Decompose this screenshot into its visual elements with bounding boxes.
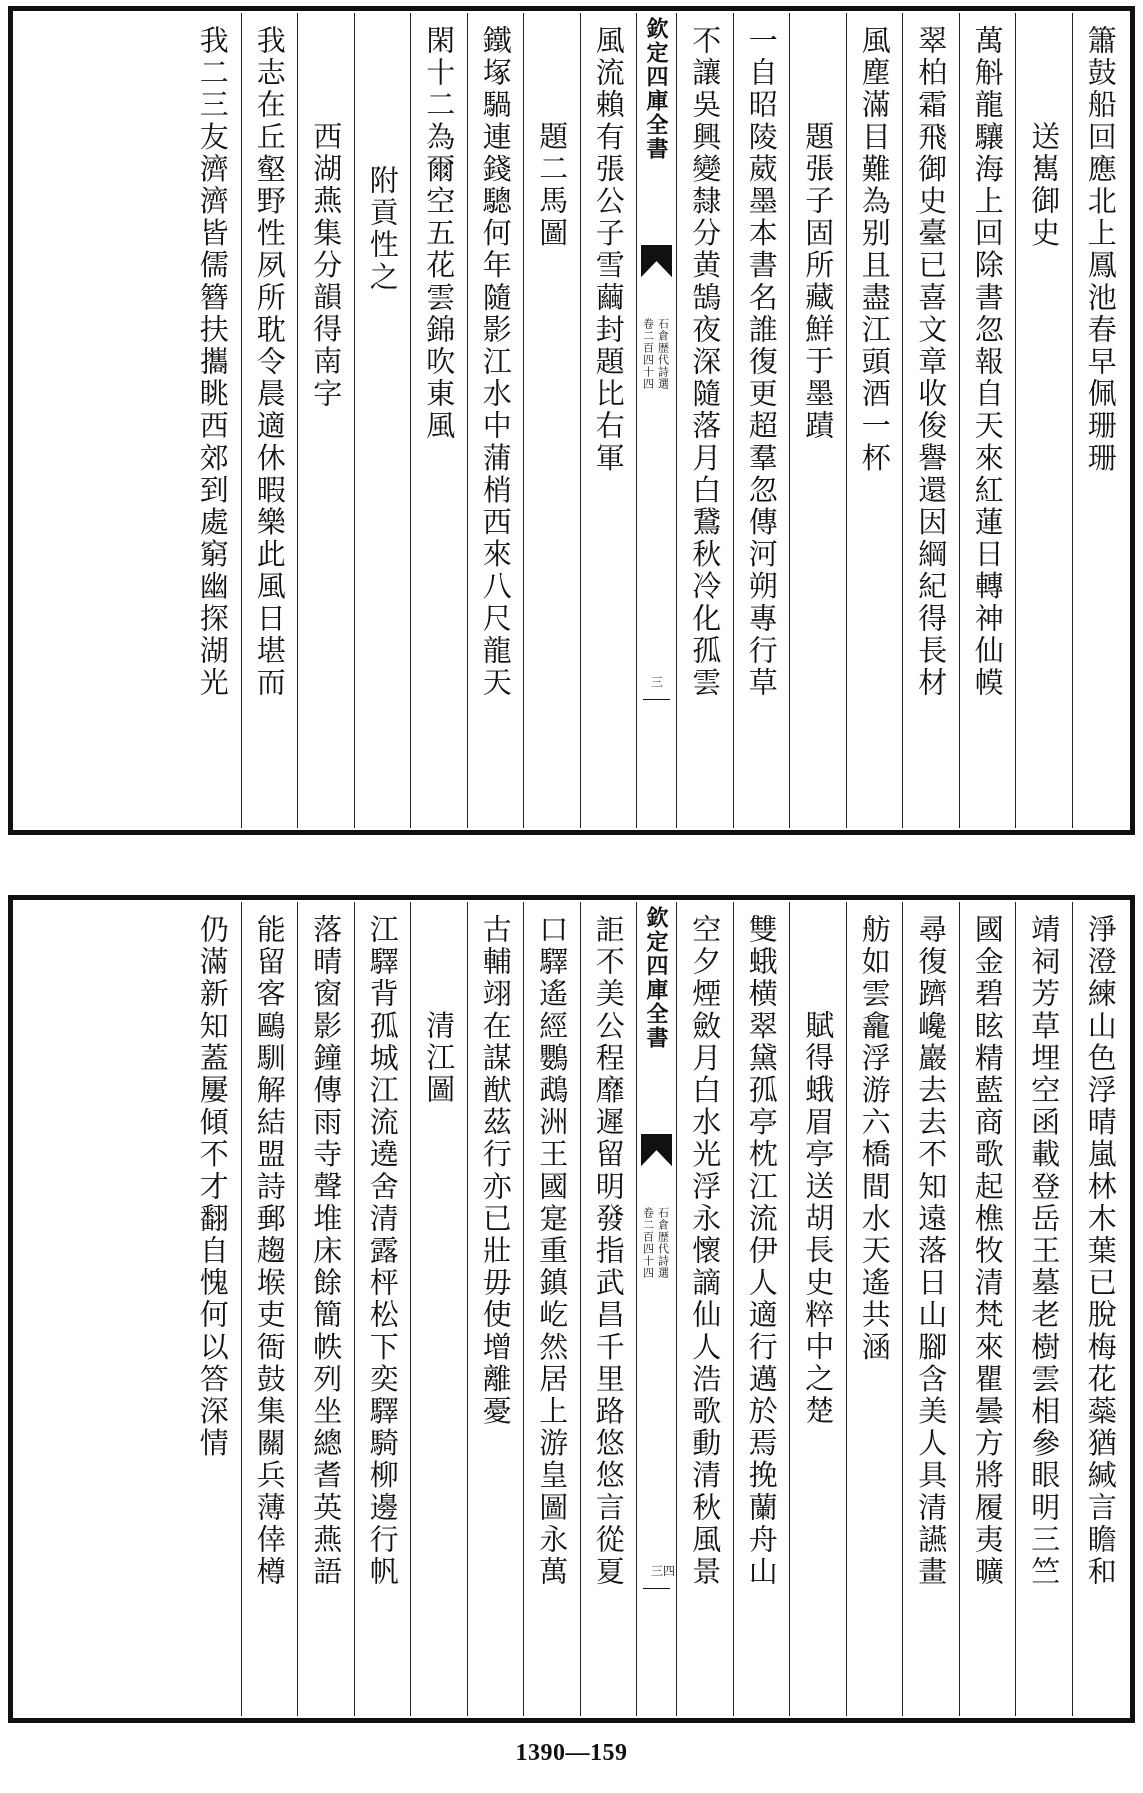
gutter-rule [643,699,670,700]
verse-column [959,902,1016,1716]
verse-line: 靖祠芳草埋空函載登岳王墓老樹雲相參眼明三竺 [1027,914,1062,1589]
verse-line: 江驛背孤城江流遶舍清露枰松下奕驛騎柳邊行帆 [365,914,400,1589]
poem-title: 賦得蛾眉亭送胡長史粹中之楚 [801,1010,836,1428]
gutter-source: 石倉歴代詩選 [656,1207,670,1279]
gutter-leaf-number: 三 [651,675,664,689]
verse-column [1072,902,1129,1716]
verse-line: 尋復躋巉巖去去不知遠落日山腳含美人具清讌畫 [914,914,949,1589]
poem-title: 送嶲御史 [1027,121,1062,250]
verse-column [676,902,733,1716]
author-heading-column [354,13,411,828]
verse-line: 能留客鷗馴解結盟詩郵趨堠吏衙鼓集關兵薄倖樽 [252,914,287,1589]
verse-line: 萬斛龍驤海上回除書忽報自天來紅蓮日轉神仙幙 [970,25,1005,700]
verse-line: 一自昭陵葳墨本書名誰復更超羣忽傳河朔專行草 [744,25,779,700]
top-page-columns [15,13,1128,828]
poem-title: 西湖燕集分韻得南字 [309,121,344,410]
verse-column [676,13,733,828]
verse-line: 風流賴有張公子雪繭封題比右軍 [591,25,626,475]
verse-line: 雙蛾横翠黛孤亭枕江流伊人適行邁於焉挽蘭舟山 [744,914,779,1589]
poem-title-column [789,13,846,828]
verse-column [902,902,959,1716]
verse-line: 仍滿新知蓋屢傾不才翻自愧何以答深情 [195,914,230,1460]
verse-column [846,902,903,1716]
gutter-rule [643,1588,670,1589]
verse-column [467,13,524,828]
fish-tail-mark [641,1134,672,1180]
top-page [8,6,1135,835]
verse-line: 我二三友濟濟皆儒簪扶攜眺西郊到處窮幽探湖光 [195,25,230,700]
poem-title-column [410,902,467,1716]
gutter-book-title: 欽定四庫全書 [643,17,669,161]
verse-column [580,902,637,1716]
verse-line: 落晴窗影鐘傳雨寺聲堆床餘簡帙列坐總耆英燕語 [309,914,344,1589]
verse-column [241,13,298,828]
verse-column [184,902,241,1716]
verse-line: 詎不美公程靡遲留明發指武昌千里路悠悠言從夏 [591,914,626,1589]
verse-line: 舫如雲龕浮游六橋間水天遙共涵 [857,914,892,1364]
verse-column [1015,902,1072,1716]
verse-column [241,902,298,1716]
verse-column [467,902,524,1716]
verse-line: 淨澄練山色浮晴嵐林木葉已脫梅花蘂猶緘言瞻和 [1083,914,1118,1589]
verse-column [902,13,959,828]
bottom-page-columns [15,902,1128,1716]
verse-column [184,13,241,828]
poem-title-column [1015,13,1072,828]
verse-column [297,902,354,1716]
poem-title: 題張子固所藏鮮于墨蹟 [801,121,836,442]
verse-column [1072,13,1129,828]
gutter-book-title: 欽定四庫全書 [643,906,669,1050]
poem-title: 清江圖 [422,1010,457,1107]
verse-column [410,13,467,828]
verse-column [354,902,411,1716]
gutter-center-strip [636,902,676,1716]
verse-column [733,13,790,828]
verse-column [846,13,903,828]
verse-column [580,13,637,828]
verse-column [733,902,790,1716]
verse-line: 空夕煙斂月白水光浮永懷謫仙人浩歌動清秋風景 [688,914,723,1589]
page-code: 1390—159 [515,1740,628,1766]
gutter-volume: 卷二百四十四 [641,1207,655,1279]
author-heading: 附貢性之 [365,165,400,294]
verse-line: 國金碧眩精藍商歌起樵牧清梵來瞿曇方將履夷曠 [970,914,1005,1589]
verse-line: 閑十二為爾空五花雲錦吹東風 [422,25,457,443]
poem-title-column [789,902,846,1716]
verse-line: 我志在丘壑野性夙所耽令晨適休暇樂此風日堪而 [252,25,287,700]
verse-line: 口驛遙經鸚鵡洲王國寔重鎮屹然居上游皇圖永萬 [535,914,570,1589]
verse-line: 風塵滿目難為别且盡江頭酒一杯 [857,25,892,475]
verse-column [959,13,1016,828]
gutter-source: 石倉歴代詩選 [656,318,670,390]
poem-title: 題二馬圖 [535,121,570,250]
poem-title-column [523,13,580,828]
verse-line: 鐵塚騧連錢驄何年隨影江水中蒲梢西來八尺龍天 [478,25,513,700]
gutter-volume: 卷二百四十四 [641,318,655,390]
verse-line: 古輔翊在謀猷茲行亦已壯毋使增離憂 [478,914,513,1428]
gutter-leaf-number: 三四 [651,1564,676,1578]
gutter-center-strip [636,13,676,828]
bottom-page [8,895,1135,1723]
verse-line: 不讓吳興變隸分黄鵠夜深隨落月白鵞秋冷化孤雲 [688,25,723,700]
poem-title-column [297,13,354,828]
verse-column [523,902,580,1716]
verse-line: 翠柏霜飛御史臺已喜文章收俊譽還因綱紀得長材 [914,25,949,700]
verse-line: 簫鼓船回應北上鳳池春早佩珊珊 [1083,25,1118,475]
fish-tail-mark [641,245,672,291]
